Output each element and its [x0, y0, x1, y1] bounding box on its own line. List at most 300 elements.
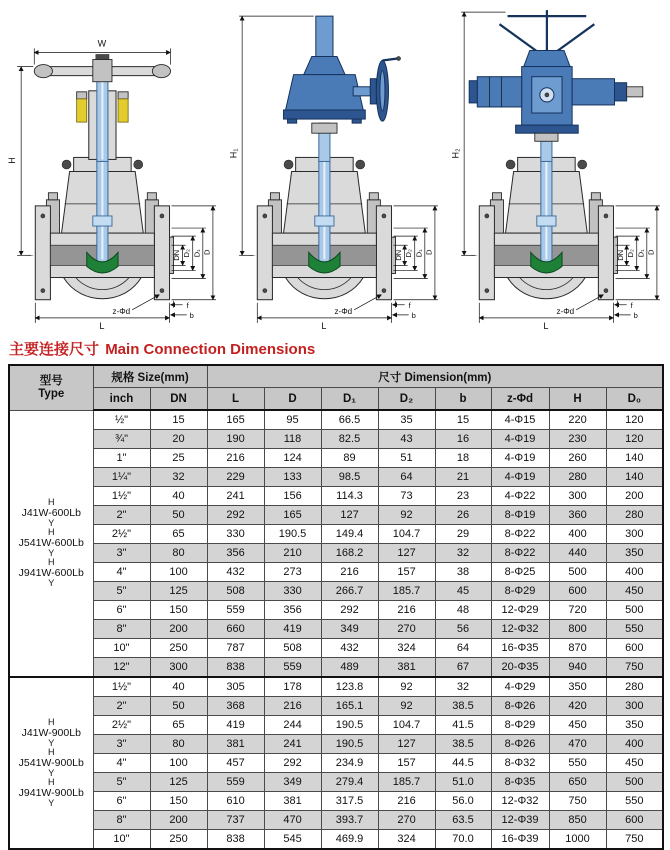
dimension-cell: 750 — [606, 830, 663, 850]
dimension-cell: ¾" — [93, 430, 150, 449]
dimension-cell: 8-Φ19 — [491, 506, 549, 525]
dimension-cell: 381 — [264, 792, 321, 811]
dimension-cell: 400 — [606, 563, 663, 582]
dimension-cell: 241 — [207, 487, 264, 506]
dimension-cell: 440 — [549, 544, 606, 563]
dimension-cell: 381 — [207, 735, 264, 754]
header-dimension: 尺寸 Dimension(mm) — [207, 365, 663, 388]
dimension-cell: 8-Φ22 — [491, 544, 549, 563]
dimension-cell: 559 — [264, 658, 321, 678]
dimension-cell: 89 — [321, 449, 378, 468]
dimension-cell: 750 — [606, 658, 663, 678]
valve-type-line: Y — [48, 548, 55, 559]
dimension-cell: 500 — [606, 601, 663, 620]
dimension-cell: 80 — [150, 544, 207, 563]
dimension-cell: 273 — [264, 563, 321, 582]
dimension-cell: 1½" — [93, 677, 150, 697]
dimension-cell: 660 — [207, 620, 264, 639]
dimension-cell: 266.7 — [321, 582, 378, 601]
table-row — [9, 830, 663, 850]
dimension-cell: 66.5 — [321, 410, 378, 430]
table-row — [9, 697, 663, 716]
dimension-cell: 4-Φ19 — [491, 449, 549, 468]
dimension-cell: 250 — [150, 830, 207, 850]
section-title-cn: 主要连接尺寸 — [9, 341, 100, 358]
valve-type-line: J41W-900Lb — [21, 727, 81, 739]
dimension-cell: 500 — [606, 773, 663, 792]
dimension-cell: 360 — [549, 506, 606, 525]
dimension-cell: 720 — [549, 601, 606, 620]
dimension-cell: 292 — [264, 754, 321, 773]
dimension-cell: 787 — [207, 639, 264, 658]
drawing-electric-globe-valve — [449, 2, 666, 330]
dimension-cell: 63.5 — [435, 811, 491, 830]
gearbox — [285, 75, 363, 110]
dimension-cell: 5" — [93, 582, 150, 601]
table-row — [9, 658, 663, 678]
table-row — [9, 468, 663, 487]
dim-label-w: W — [97, 38, 106, 49]
dimension-cell: 18 — [435, 449, 491, 468]
dimension-cell: 356 — [207, 544, 264, 563]
dimension-cell: 168.2 — [321, 544, 378, 563]
motor-cylinder — [572, 79, 614, 105]
dimension-cell: 100 — [150, 754, 207, 773]
dimension-cell: 216 — [378, 792, 435, 811]
dimension-cell: 216 — [378, 601, 435, 620]
dimension-cell: 10" — [93, 830, 150, 850]
header-col-d2: D₂ — [378, 388, 435, 411]
dimension-cell: 8-Φ29 — [491, 716, 549, 735]
dimension-cell: 165 — [207, 410, 264, 430]
dimension-cell: 2" — [93, 697, 150, 716]
dimension-cell: 185.7 — [378, 773, 435, 792]
dimension-cell: 150 — [150, 792, 207, 811]
dimension-cell: 350 — [549, 677, 606, 697]
dimension-cell: 3" — [93, 544, 150, 563]
dimension-cell: 157 — [378, 563, 435, 582]
dimension-cell: 1" — [93, 449, 150, 468]
dimension-cell: 300 — [150, 658, 207, 678]
dimension-cell: 420 — [549, 697, 606, 716]
table-row — [9, 410, 663, 430]
dimension-cell: 82.5 — [321, 430, 378, 449]
dimension-cell: 241 — [264, 735, 321, 754]
dimension-cell: 16-Φ39 — [491, 830, 549, 850]
dimension-cell: 133 — [264, 468, 321, 487]
gland-yellow — [118, 99, 128, 122]
dimension-cell: 12-Φ32 — [491, 792, 549, 811]
dimension-cell: 250 — [150, 639, 207, 658]
header-col-l: L — [207, 388, 264, 411]
dimension-cell: 368 — [207, 697, 264, 716]
dimension-cell: 550 — [606, 792, 663, 811]
dimension-cell: 190.5 — [321, 735, 378, 754]
header-col-d1: D₁ — [321, 388, 378, 411]
dimension-cell: 6" — [93, 792, 150, 811]
dimension-cell: 127 — [378, 735, 435, 754]
dimension-cell: 220 — [549, 410, 606, 430]
valve-type-line: J941W-600Lb — [18, 567, 84, 580]
dimension-cell: 280 — [549, 468, 606, 487]
dimension-cell: 23 — [435, 487, 491, 506]
dimension-cell: 600 — [549, 582, 606, 601]
dimension-cell: 125 — [150, 582, 207, 601]
dimension-cell: 38 — [435, 563, 491, 582]
dimension-cell: 216 — [321, 563, 378, 582]
dimension-cell: 450 — [606, 754, 663, 773]
dimension-cell: 32 — [435, 677, 491, 697]
header-type — [9, 365, 93, 410]
dimension-cell: 280 — [606, 506, 663, 525]
header-col-h: H — [549, 388, 606, 411]
dimension-cell: 450 — [549, 716, 606, 735]
dimension-cell: 381 — [378, 658, 435, 678]
dimension-cell: 838 — [207, 658, 264, 678]
dimension-cell: 350 — [606, 544, 663, 563]
dimension-cell: 1¼" — [93, 468, 150, 487]
valve-type-line: H — [48, 557, 55, 568]
dimension-cell: 800 — [549, 620, 606, 639]
table-row — [9, 544, 663, 563]
dimension-cell: 244 — [264, 716, 321, 735]
dimension-cell: 737 — [207, 811, 264, 830]
header-size: 规格 Size(mm) — [93, 365, 207, 388]
header-col-b: b — [435, 388, 491, 411]
dimension-cell: 5" — [93, 773, 150, 792]
dimension-cell: 156 — [264, 487, 321, 506]
dimension-cell: 270 — [378, 811, 435, 830]
header-col-d0: D₀ — [606, 388, 663, 411]
table-row — [9, 677, 663, 697]
electric-actuator-assembly — [469, 10, 643, 161]
dimension-cell: 419 — [264, 620, 321, 639]
dimension-cell: 8-Φ32 — [491, 754, 549, 773]
valve-type-line: Y — [48, 578, 55, 589]
dimension-cell: 317.5 — [321, 792, 378, 811]
dimension-cell: 1000 — [549, 830, 606, 850]
valve-type-line: H — [48, 497, 55, 508]
table-row — [9, 773, 663, 792]
dimension-cell: 216 — [264, 697, 321, 716]
dimension-cell: 8" — [93, 811, 150, 830]
header-inch: inch — [93, 388, 150, 411]
table-row — [9, 430, 663, 449]
dimension-cell: 157 — [378, 754, 435, 773]
motor-cylinder — [477, 77, 521, 107]
valve-type-line: J541W-900Lb — [18, 757, 84, 769]
dimension-cell: 600 — [606, 811, 663, 830]
table-row — [9, 563, 663, 582]
dimension-table — [8, 364, 664, 850]
dimension-cell: 292 — [207, 506, 264, 525]
table-row — [9, 525, 663, 544]
dimension-cell: 470 — [549, 735, 606, 754]
dimension-cell: 48 — [435, 601, 491, 620]
dimension-cell: 280 — [606, 677, 663, 697]
dimension-cell: 190.5 — [264, 525, 321, 544]
dimension-cell: 20 — [150, 430, 207, 449]
dimension-cell: 178 — [264, 677, 321, 697]
dimension-cell: 550 — [606, 620, 663, 639]
dimension-cell: 350 — [606, 716, 663, 735]
dimension-cell: 6" — [93, 601, 150, 620]
dimension-cell: 12-Φ39 — [491, 811, 549, 830]
dimension-cell: 65 — [150, 525, 207, 544]
valve-drawings — [0, 0, 670, 332]
dimension-cell: 432 — [321, 639, 378, 658]
dimension-cell: 190.5 — [321, 716, 378, 735]
dimension-cell: 750 — [549, 792, 606, 811]
dimension-cell: 432 — [207, 563, 264, 582]
dimension-cell: 4-Φ15 — [491, 410, 549, 430]
dimension-cell: 29 — [435, 525, 491, 544]
table-row — [9, 449, 663, 468]
dimension-cell: 56.0 — [435, 792, 491, 811]
valve-type-line: H — [48, 717, 55, 727]
dimension-cell: 650 — [549, 773, 606, 792]
dimension-cell: 125 — [150, 773, 207, 792]
dimension-cell: 67 — [435, 658, 491, 678]
header-type-cn: 型号 — [39, 374, 63, 387]
dimension-cell: 65 — [150, 716, 207, 735]
stem-cover — [315, 16, 332, 56]
dimension-cell: 45 — [435, 582, 491, 601]
dimension-cell: 550 — [549, 754, 606, 773]
table-row — [9, 639, 663, 658]
dimension-cell: 4-Φ19 — [491, 468, 549, 487]
dimension-cell: 457 — [207, 754, 264, 773]
dimension-cell: 229 — [207, 468, 264, 487]
dimension-cell: 850 — [549, 811, 606, 830]
dimension-cell: 190 — [207, 430, 264, 449]
dimension-cell: 324 — [378, 639, 435, 658]
dimension-cell: 3" — [93, 735, 150, 754]
valve-type-line: Y — [48, 798, 55, 808]
valve-type-line: H — [48, 527, 55, 538]
dimension-cell: 44.5 — [435, 754, 491, 773]
valve-type-line: H — [48, 747, 55, 757]
dimension-cell: 610 — [207, 792, 264, 811]
dimension-cell: 12-Φ29 — [491, 601, 549, 620]
dimension-cell: 38.5 — [435, 697, 491, 716]
table-header — [9, 365, 663, 410]
dimension-cell: 324 — [378, 830, 435, 850]
dimension-cell: 114.3 — [321, 487, 378, 506]
dimension-cell: 10" — [93, 639, 150, 658]
valve-type-cell — [9, 677, 93, 849]
dimension-cell: 92 — [378, 506, 435, 525]
dimension-cell: 4" — [93, 754, 150, 773]
bevel-gear-assembly — [283, 16, 400, 161]
dimension-cell: 356 — [264, 601, 321, 620]
dimension-cell: 56 — [435, 620, 491, 639]
dimension-cell: 260 — [549, 449, 606, 468]
dimension-cell: 2½" — [93, 716, 150, 735]
header-col-d: D — [264, 388, 321, 411]
drawing-handwheel-globe-valve — [5, 2, 222, 330]
dimension-cell: 165 — [264, 506, 321, 525]
dimension-cell: 419 — [207, 716, 264, 735]
dimension-cell: 15 — [435, 410, 491, 430]
table-row — [9, 792, 663, 811]
dimension-cell: 393.7 — [321, 811, 378, 830]
dimension-cell: 26 — [435, 506, 491, 525]
dimension-cell: 349 — [321, 620, 378, 639]
table-row — [9, 487, 663, 506]
dim-label-h2: H₂ — [450, 148, 461, 159]
section-title-en: Main Connection Dimensions — [105, 341, 316, 358]
dimension-cell: 469.9 — [321, 830, 378, 850]
dimension-cell: 12" — [93, 658, 150, 678]
dimension-cell: 8-Φ25 — [491, 563, 549, 582]
dimension-cell: 508 — [264, 639, 321, 658]
dimension-cell: 8-Φ35 — [491, 773, 549, 792]
header-type-en: Type — [38, 387, 65, 400]
valve-type-cell — [9, 410, 93, 677]
valve-type-line: Y — [48, 518, 55, 529]
dimension-cell: 100 — [150, 563, 207, 582]
dimension-cell: 92 — [378, 677, 435, 697]
dimension-cell: 470 — [264, 811, 321, 830]
dim-label-h1: H₁ — [228, 148, 239, 159]
dimension-cell: 600 — [606, 639, 663, 658]
dimension-cell: 92 — [378, 697, 435, 716]
dimension-cell: 8-Φ22 — [491, 525, 549, 544]
dimension-cell: 32 — [150, 468, 207, 487]
dimension-cell: 545 — [264, 830, 321, 850]
dimension-cell: 150 — [150, 601, 207, 620]
dimension-cell: 35 — [378, 410, 435, 430]
dimension-cell: 559 — [207, 773, 264, 792]
dimension-cell: 200 — [150, 811, 207, 830]
gland-yellow — [76, 99, 86, 122]
dimension-cell: 98.5 — [321, 468, 378, 487]
dimension-cell: 330 — [264, 582, 321, 601]
dimension-cell: 12-Φ32 — [491, 620, 549, 639]
dimension-cell: 15 — [150, 410, 207, 430]
dimension-cell: 118 — [264, 430, 321, 449]
dimension-cell: 64 — [378, 468, 435, 487]
dim-label-h: H — [6, 157, 17, 164]
dimension-cell: 51.0 — [435, 773, 491, 792]
dimension-cell: 559 — [207, 601, 264, 620]
dimension-cell: 400 — [606, 735, 663, 754]
dimension-cell: 64 — [435, 639, 491, 658]
dimension-cell: 140 — [606, 449, 663, 468]
table-row — [9, 620, 663, 639]
dimension-cell: 95 — [264, 410, 321, 430]
dimension-cell: 140 — [606, 468, 663, 487]
table-row — [9, 811, 663, 830]
dim-h — [7, 67, 33, 256]
dimension-cell: 330 — [207, 525, 264, 544]
dimension-cell: 165.1 — [321, 697, 378, 716]
dimension-cell: 8-Φ26 — [491, 735, 549, 754]
dimension-cell: 870 — [549, 639, 606, 658]
table-row — [9, 506, 663, 525]
dimension-cell: 8-Φ29 — [491, 582, 549, 601]
dimension-cell: 40 — [150, 487, 207, 506]
dimension-cell: 4" — [93, 563, 150, 582]
valve-type-line: Y — [48, 768, 55, 778]
table-row — [9, 754, 663, 773]
table-row — [9, 582, 663, 601]
dimension-cell: 149.4 — [321, 525, 378, 544]
dimension-cell: 4-Φ19 — [491, 430, 549, 449]
dimension-cell: 185.7 — [378, 582, 435, 601]
dimension-cell: 104.7 — [378, 716, 435, 735]
dimension-cell: 500 — [549, 563, 606, 582]
dimension-cell: 8-Φ26 — [491, 697, 549, 716]
dimension-cell: 120 — [606, 410, 663, 430]
dimension-cell: 50 — [150, 697, 207, 716]
dimension-cell: 230 — [549, 430, 606, 449]
table-row — [9, 601, 663, 620]
dimension-cell: 40 — [150, 677, 207, 697]
valve-type-line: J941W-900Lb — [18, 787, 84, 799]
dimension-cell: 210 — [264, 544, 321, 563]
section-title — [9, 338, 670, 359]
dimension-cell: 489 — [321, 658, 378, 678]
dimension-cell: 4-Φ22 — [491, 487, 549, 506]
dimension-cell: 16 — [435, 430, 491, 449]
dimension-cell: 400 — [549, 525, 606, 544]
dimension-cell: 123.8 — [321, 677, 378, 697]
valve-type-line: J541W-600Lb — [18, 537, 84, 550]
dimension-cell: 50 — [150, 506, 207, 525]
handwheel-tbar-assembly — [34, 54, 170, 161]
table-row — [9, 735, 663, 754]
dimension-cell: 216 — [207, 449, 264, 468]
dimension-cell: 838 — [207, 830, 264, 850]
dimension-cell: 1½" — [93, 487, 150, 506]
header-col-z-phi-d: z-Φd — [491, 388, 549, 411]
dimension-cell: 940 — [549, 658, 606, 678]
valve-type-line: Y — [48, 738, 55, 748]
dimension-cell: 21 — [435, 468, 491, 487]
dimension-cell: 200 — [150, 620, 207, 639]
dimension-cell: ½" — [93, 410, 150, 430]
dimension-cell: 279.4 — [321, 773, 378, 792]
dimension-cell: 104.7 — [378, 525, 435, 544]
dimension-cell: 73 — [378, 487, 435, 506]
dimension-cell: 305 — [207, 677, 264, 697]
dimension-table-body — [9, 410, 663, 849]
dimension-cell: 70.0 — [435, 830, 491, 850]
dimension-cell: 127 — [321, 506, 378, 525]
dimension-cell: 38.5 — [435, 735, 491, 754]
dimension-cell: 292 — [321, 601, 378, 620]
dimension-cell: 508 — [207, 582, 264, 601]
dimension-cell: 16-Φ35 — [491, 639, 549, 658]
dimension-cell: 2½" — [93, 525, 150, 544]
dimension-cell: 120 — [606, 430, 663, 449]
dimension-cell: 51 — [378, 449, 435, 468]
dimension-cell: 2" — [93, 506, 150, 525]
dimension-cell: 41.5 — [435, 716, 491, 735]
dimension-cell: 20-Φ35 — [491, 658, 549, 678]
dimension-cell: 200 — [606, 487, 663, 506]
dimension-cell: 127 — [378, 544, 435, 563]
dimension-cell: 25 — [150, 449, 207, 468]
dimension-cell: 270 — [378, 620, 435, 639]
valve-type-line: H — [48, 777, 55, 787]
dimension-cell: 450 — [606, 582, 663, 601]
dimension-cell: 300 — [606, 697, 663, 716]
dimension-cell: 32 — [435, 544, 491, 563]
dimension-cell: 80 — [150, 735, 207, 754]
